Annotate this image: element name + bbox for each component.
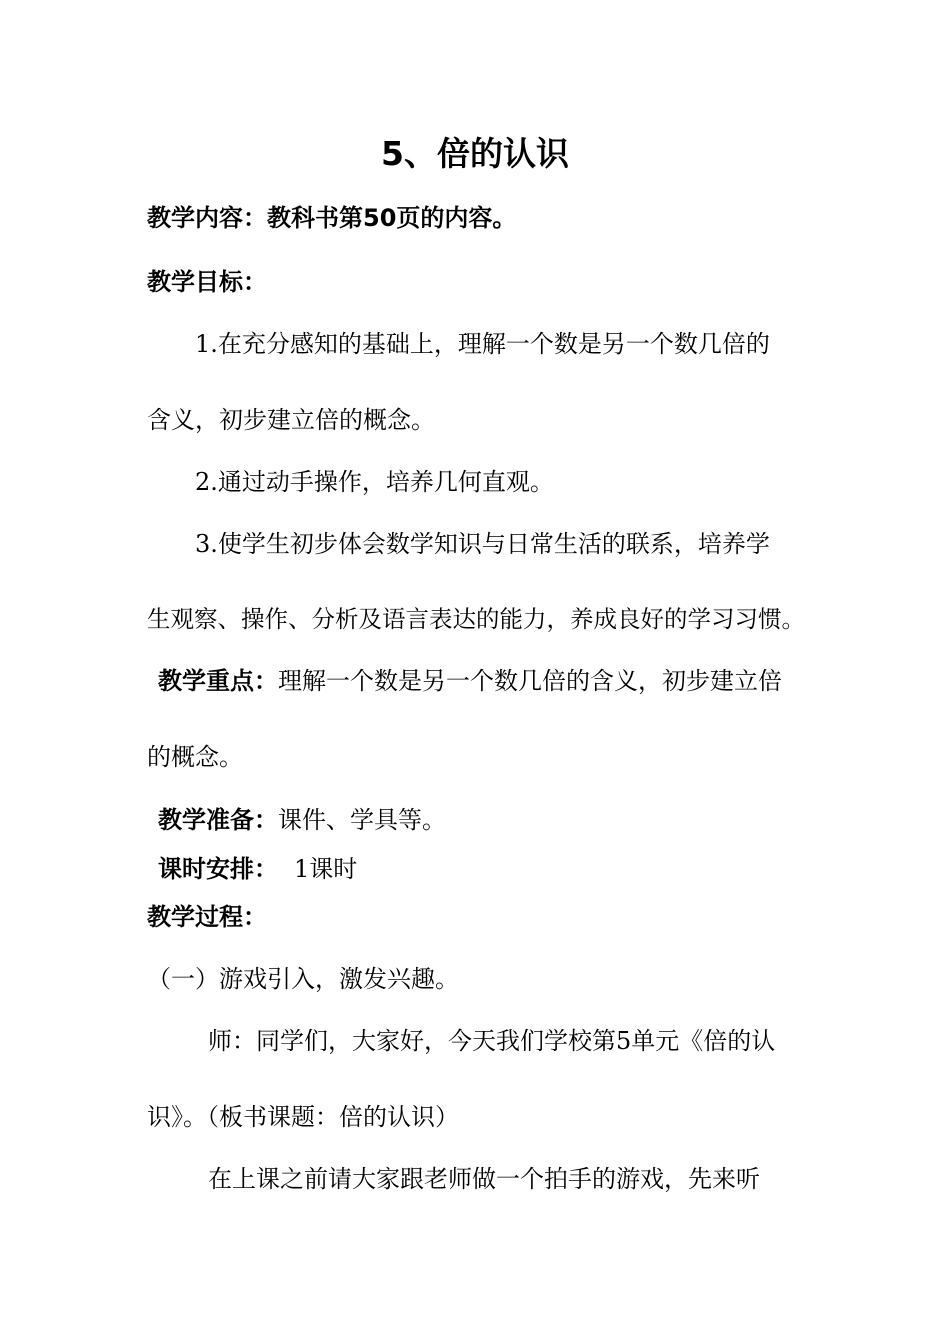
- content-text: 教科书第50页的内容。: [267, 204, 517, 232]
- schedule-text: 1课时: [294, 855, 358, 883]
- schedule-label: 课时安排：: [158, 855, 278, 883]
- process-para-2-line-1: 在上课之前请大家跟老师做一个拍手的游戏，先来听: [208, 1165, 760, 1193]
- objectives-heading: 教学目标：: [147, 268, 267, 296]
- key-point-text: 理解一个数是另一个数几倍的含义，初步建立倍: [278, 667, 782, 695]
- objective-1-line-1: 1.在充分感知的基础上，理解一个数是另一个数几倍的: [195, 330, 770, 358]
- preparation-label: 教学准备：: [158, 806, 278, 834]
- preparation-text: 课件、学具等。: [278, 806, 446, 834]
- process-section-1: （一）游戏引入，激发兴趣。: [147, 965, 459, 993]
- objective-3-line-1: 3.使学生初步体会数学知识与日常生活的联系，培养学: [195, 530, 770, 558]
- content-label: 教学内容：: [147, 204, 267, 232]
- objective-2: 2.通过动手操作，培养几何直观。: [195, 468, 554, 496]
- content-line: [147, 204, 516, 233]
- key-point-line-1: [158, 667, 782, 696]
- objective-3-line-2: 生观察、操作、分析及语言表达的能力，养成良好的学习习惯。: [147, 605, 805, 633]
- document-title: 5、倍的认识: [381, 134, 569, 173]
- preparation-line: [158, 806, 446, 835]
- process-para-1-line-1: 师：同学们，大家好，今天我们学校第5单元《倍的认: [208, 1027, 776, 1055]
- objective-1-line-2: 含义，初步建立倍的概念。: [147, 406, 435, 434]
- key-point-line-2: 的概念。: [147, 743, 243, 771]
- schedule-line: [158, 855, 357, 884]
- process-heading: 教学过程：: [147, 903, 267, 931]
- key-point-label: 教学重点：: [158, 667, 278, 695]
- process-para-1-line-2: 识》。（板书课题：倍的认识）: [147, 1103, 459, 1131]
